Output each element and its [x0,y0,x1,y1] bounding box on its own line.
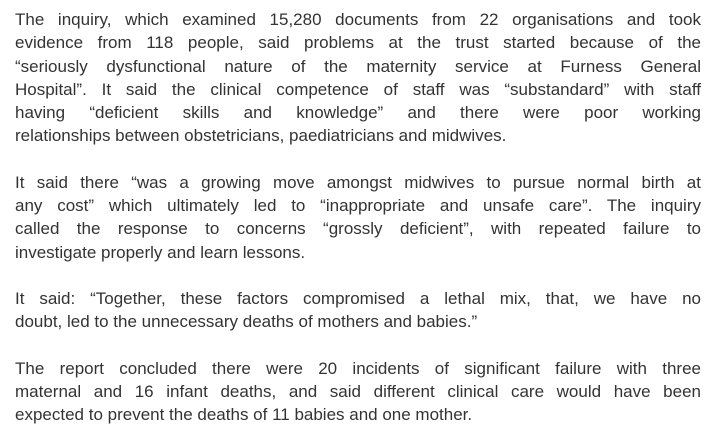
text-line: doubt, led to the unnecessary deaths of mothers and babies.” [15,312,478,332]
text-line: investigate properly and learn lessons. [15,242,306,262]
text-line: any cost” which ultimately led to “inappropriate and unsafe care”. The inquiry [15,196,701,216]
article-body [15,8,701,426]
paragraph-3 [15,287,701,334]
text-line: It said there “was a growing move amongst midwives to pursue normal birth at [15,172,701,192]
text-line: The report concluded there were 20 incidents of significant failure with three [15,358,701,378]
text-line: It said: “Together, these factors compromised a lethal mix, that, we have no [15,288,701,308]
paragraph-gap [15,264,701,287]
paragraph-4 [15,357,701,427]
paragraph-2 [15,171,701,264]
text-line: relationships between obstetricians, paediatricians and midwives. [15,126,507,146]
paragraph-gap [15,148,701,171]
text-line: evidence from 118 people, said problems at the trust started because of the [15,33,701,53]
text-line: “seriously dysfunctional nature of the maternity service at Furness General [15,56,701,76]
text-line: maternal and 16 infant deaths, and said different clinical care would have been [15,381,701,401]
text-line: The inquiry, which examined 15,280 documents from 22 organisations and took [15,10,701,29]
text-line: called the response to concerns “grossly deficient”, with repeated failure to [15,219,701,239]
paragraph-gap [15,334,701,357]
paragraph-1 [15,8,701,148]
text-line: Hospital”. It said the clinical competence of staff was “substandard” with staff [15,79,701,99]
text-line: having “deficient skills and knowledge” and there were poor working [15,103,701,123]
text-line: expected to prevent the deaths of 11 babies and one mother. [15,405,473,425]
